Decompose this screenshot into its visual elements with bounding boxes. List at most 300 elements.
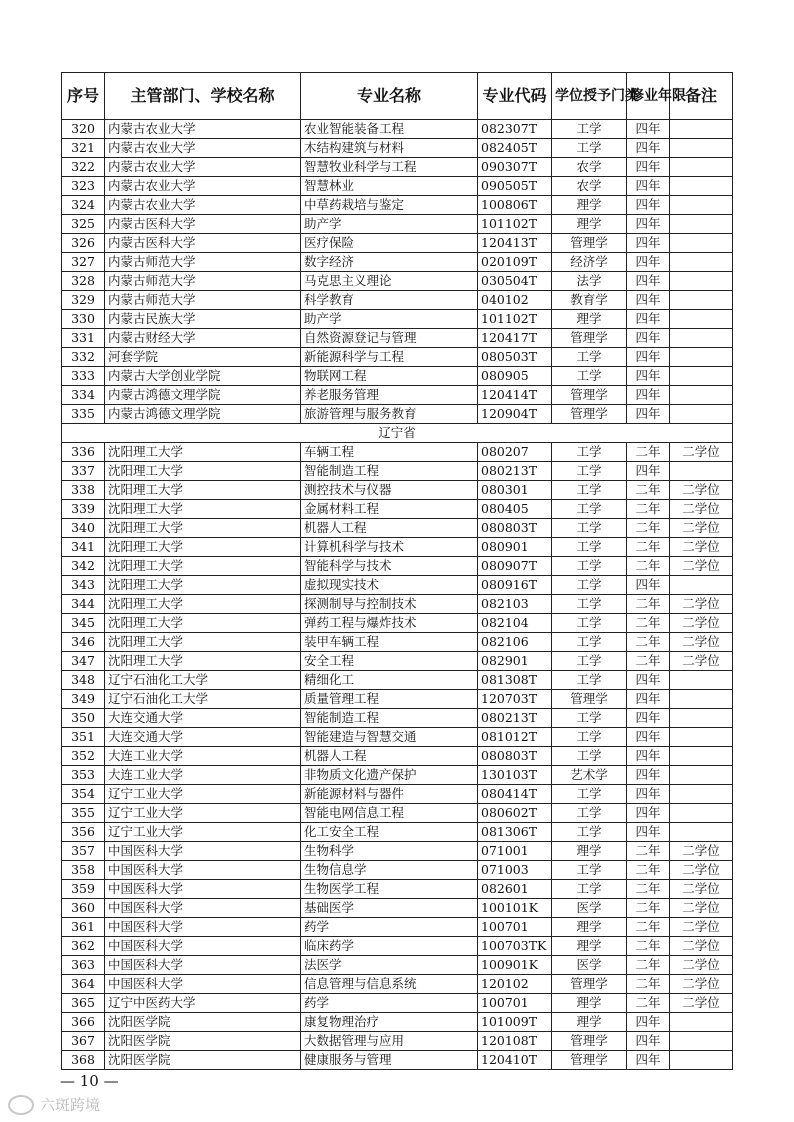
cell-index: 330 xyxy=(62,310,105,329)
cell-degree: 工学 xyxy=(552,538,627,557)
cell-major: 安全工程 xyxy=(301,652,478,671)
cell-degree: 理学 xyxy=(552,937,627,956)
cell-code: 100701 xyxy=(478,918,552,937)
cell-years: 二年 xyxy=(627,443,670,462)
cell-school: 沈阳理工大学 xyxy=(105,652,301,671)
cell-school: 沈阳理工大学 xyxy=(105,443,301,462)
cell-degree: 工学 xyxy=(552,728,627,747)
cell-note: 二学位 xyxy=(670,994,733,1013)
watermark xyxy=(8,1094,100,1115)
cell-degree: 工学 xyxy=(552,462,627,481)
table-row xyxy=(62,120,733,139)
cell-years: 四年 xyxy=(627,272,670,291)
cell-note xyxy=(670,158,733,177)
cell-years: 二年 xyxy=(627,880,670,899)
cell-code: 080503T xyxy=(478,348,552,367)
header-major: 专业名称 xyxy=(301,73,478,120)
table-row xyxy=(62,956,733,975)
cell-degree: 工学 xyxy=(552,595,627,614)
cell-note xyxy=(670,1013,733,1032)
cell-major: 智能制造工程 xyxy=(301,462,478,481)
cell-major: 科学教育 xyxy=(301,291,478,310)
cell-note: 二学位 xyxy=(670,443,733,462)
cell-index: 320 xyxy=(62,120,105,139)
cell-degree: 理学 xyxy=(552,196,627,215)
cell-note xyxy=(670,291,733,310)
table-row xyxy=(62,158,733,177)
cell-code: 080803T xyxy=(478,519,552,538)
cell-major: 金属材料工程 xyxy=(301,500,478,519)
header-school: 主管部门、学校名称 xyxy=(105,73,301,120)
cell-degree: 农学 xyxy=(552,158,627,177)
table-row xyxy=(62,557,733,576)
cell-degree: 工学 xyxy=(552,785,627,804)
cell-index: 357 xyxy=(62,842,105,861)
cell-years: 二年 xyxy=(627,918,670,937)
cell-school: 中国医科大学 xyxy=(105,918,301,937)
cell-code: 020109T xyxy=(478,253,552,272)
cell-index: 364 xyxy=(62,975,105,994)
cell-school: 内蒙古医科大学 xyxy=(105,234,301,253)
cell-school: 内蒙古农业大学 xyxy=(105,158,301,177)
cell-note xyxy=(670,367,733,386)
cell-degree: 工学 xyxy=(552,519,627,538)
cell-years: 四年 xyxy=(627,234,670,253)
cell-note: 二学位 xyxy=(670,633,733,652)
cell-code: 120414T xyxy=(478,386,552,405)
cell-school: 内蒙古财经大学 xyxy=(105,329,301,348)
cell-index: 337 xyxy=(62,462,105,481)
cell-years: 四年 xyxy=(627,766,670,785)
cell-major: 旅游管理与服务教育 xyxy=(301,405,478,424)
cell-note xyxy=(670,671,733,690)
cell-major: 新能源科学与工程 xyxy=(301,348,478,367)
cell-code: 100703TK xyxy=(478,937,552,956)
cell-code: 071001 xyxy=(478,842,552,861)
cell-note: 二学位 xyxy=(670,595,733,614)
cell-major: 非物质文化遗产保护 xyxy=(301,766,478,785)
cell-note: 二学位 xyxy=(670,557,733,576)
table-row xyxy=(62,709,733,728)
cell-index: 356 xyxy=(62,823,105,842)
table-row xyxy=(62,139,733,158)
cell-major: 马克思主义理论 xyxy=(301,272,478,291)
cell-major: 物联网工程 xyxy=(301,367,478,386)
cell-note: 二学位 xyxy=(670,918,733,937)
cell-school: 沈阳医学院 xyxy=(105,1032,301,1051)
cell-code: 090307T xyxy=(478,158,552,177)
cell-major: 测控技术与仪器 xyxy=(301,481,478,500)
cell-degree: 工学 xyxy=(552,557,627,576)
cell-code: 101102T xyxy=(478,310,552,329)
cell-code: 120410T xyxy=(478,1051,552,1070)
cell-note: 二学位 xyxy=(670,652,733,671)
cell-index: 352 xyxy=(62,747,105,766)
table-row xyxy=(62,519,733,538)
cell-years: 四年 xyxy=(627,1051,670,1070)
cell-index: 339 xyxy=(62,500,105,519)
cell-index: 343 xyxy=(62,576,105,595)
cell-index: 362 xyxy=(62,937,105,956)
table-row xyxy=(62,348,733,367)
cell-school: 辽宁工业大学 xyxy=(105,823,301,842)
table-row xyxy=(62,196,733,215)
cell-note: 二学位 xyxy=(670,956,733,975)
cell-school: 中国医科大学 xyxy=(105,975,301,994)
cell-school: 沈阳理工大学 xyxy=(105,500,301,519)
cell-school: 内蒙古师范大学 xyxy=(105,253,301,272)
table-row xyxy=(62,861,733,880)
cell-years: 四年 xyxy=(627,804,670,823)
cell-years: 二年 xyxy=(627,994,670,1013)
cell-major: 助产学 xyxy=(301,310,478,329)
cell-degree: 教育学 xyxy=(552,291,627,310)
table-row xyxy=(62,747,733,766)
cell-school: 内蒙古农业大学 xyxy=(105,177,301,196)
cell-degree: 工学 xyxy=(552,709,627,728)
cell-years: 二年 xyxy=(627,595,670,614)
table-row xyxy=(62,614,733,633)
cell-note: 二学位 xyxy=(670,481,733,500)
cell-index: 359 xyxy=(62,880,105,899)
cell-code: 071003 xyxy=(478,861,552,880)
cell-index: 331 xyxy=(62,329,105,348)
cell-degree: 工学 xyxy=(552,481,627,500)
cell-code: 130103T xyxy=(478,766,552,785)
cell-note xyxy=(670,1032,733,1051)
cell-note xyxy=(670,785,733,804)
cell-code: 080405 xyxy=(478,500,552,519)
table-row xyxy=(62,728,733,747)
cell-index: 358 xyxy=(62,861,105,880)
cell-major: 生物医学工程 xyxy=(301,880,478,899)
cell-years: 四年 xyxy=(627,139,670,158)
table-row xyxy=(62,671,733,690)
cell-degree: 理学 xyxy=(552,918,627,937)
table-row xyxy=(62,481,733,500)
cell-code: 120417T xyxy=(478,329,552,348)
cell-code: 080207 xyxy=(478,443,552,462)
cell-code: 120102 xyxy=(478,975,552,994)
cell-years: 四年 xyxy=(627,405,670,424)
cell-years: 四年 xyxy=(627,671,670,690)
cell-degree: 工学 xyxy=(552,443,627,462)
cell-code: 080916T xyxy=(478,576,552,595)
cell-major: 装甲车辆工程 xyxy=(301,633,478,652)
table-row xyxy=(62,386,733,405)
cell-index: 329 xyxy=(62,291,105,310)
cell-school: 内蒙古师范大学 xyxy=(105,291,301,310)
cell-index: 349 xyxy=(62,690,105,709)
cell-degree: 工学 xyxy=(552,652,627,671)
cell-school: 内蒙古鸿德文理学院 xyxy=(105,405,301,424)
cell-school: 中国医科大学 xyxy=(105,861,301,880)
cell-code: 120703T xyxy=(478,690,552,709)
cell-code: 120413T xyxy=(478,234,552,253)
cell-note xyxy=(670,120,733,139)
table-row xyxy=(62,576,733,595)
cell-years: 四年 xyxy=(627,158,670,177)
cell-school: 沈阳理工大学 xyxy=(105,519,301,538)
cell-major: 智慧牧业科学与工程 xyxy=(301,158,478,177)
cell-years: 四年 xyxy=(627,690,670,709)
cell-years: 二年 xyxy=(627,500,670,519)
cell-years: 四年 xyxy=(627,196,670,215)
cell-code: 081308T xyxy=(478,671,552,690)
cell-index: 328 xyxy=(62,272,105,291)
cell-major: 大数据管理与应用 xyxy=(301,1032,478,1051)
cell-years: 二年 xyxy=(627,937,670,956)
cell-school: 内蒙古师范大学 xyxy=(105,272,301,291)
table-row xyxy=(62,538,733,557)
cell-index: 325 xyxy=(62,215,105,234)
cell-index: 340 xyxy=(62,519,105,538)
cell-index: 344 xyxy=(62,595,105,614)
cell-school: 中国医科大学 xyxy=(105,880,301,899)
cell-code: 080213T xyxy=(478,462,552,481)
table-row xyxy=(62,918,733,937)
cell-years: 四年 xyxy=(627,291,670,310)
cell-index: 363 xyxy=(62,956,105,975)
cell-years: 四年 xyxy=(627,310,670,329)
table-row xyxy=(62,291,733,310)
cell-code: 080602T xyxy=(478,804,552,823)
cell-code: 082104 xyxy=(478,614,552,633)
cell-note xyxy=(670,405,733,424)
table-row xyxy=(62,405,733,424)
cell-years: 四年 xyxy=(627,576,670,595)
province-label: 辽宁省 xyxy=(62,424,733,443)
cell-note: 二学位 xyxy=(670,519,733,538)
cell-major: 生物信息学 xyxy=(301,861,478,880)
cell-school: 河套学院 xyxy=(105,348,301,367)
table-row xyxy=(62,1013,733,1032)
cell-index: 366 xyxy=(62,1013,105,1032)
cell-major: 车辆工程 xyxy=(301,443,478,462)
cell-index: 361 xyxy=(62,918,105,937)
cell-note: 二学位 xyxy=(670,538,733,557)
cell-index: 333 xyxy=(62,367,105,386)
cell-index: 338 xyxy=(62,481,105,500)
header-note: 备注 xyxy=(670,73,733,120)
cell-note xyxy=(670,386,733,405)
cell-major: 计算机科学与技术 xyxy=(301,538,478,557)
cell-major: 药学 xyxy=(301,918,478,937)
cell-major: 弹药工程与爆炸技术 xyxy=(301,614,478,633)
cell-years: 二年 xyxy=(627,652,670,671)
cell-note xyxy=(670,1051,733,1070)
cell-years: 四年 xyxy=(627,215,670,234)
cell-major: 信息管理与信息系统 xyxy=(301,975,478,994)
cell-degree: 管理学 xyxy=(552,234,627,253)
cell-school: 中国医科大学 xyxy=(105,899,301,918)
cell-school: 内蒙古农业大学 xyxy=(105,139,301,158)
cell-school: 中国医科大学 xyxy=(105,937,301,956)
table-row xyxy=(62,804,733,823)
cell-degree: 理学 xyxy=(552,1013,627,1032)
cell-code: 101009T xyxy=(478,1013,552,1032)
cell-major: 农业智能装备工程 xyxy=(301,120,478,139)
cell-note: 二学位 xyxy=(670,500,733,519)
cell-note: 二学位 xyxy=(670,842,733,861)
cell-school: 沈阳理工大学 xyxy=(105,595,301,614)
cell-school: 大连交通大学 xyxy=(105,728,301,747)
cell-code: 080301 xyxy=(478,481,552,500)
cell-note xyxy=(670,823,733,842)
cell-major: 生物科学 xyxy=(301,842,478,861)
cell-school: 辽宁中医药大学 xyxy=(105,994,301,1013)
table-row xyxy=(62,766,733,785)
cell-degree: 理学 xyxy=(552,842,627,861)
cell-degree: 管理学 xyxy=(552,329,627,348)
watermark-text: 六斑跨境 xyxy=(40,1096,101,1114)
cell-note xyxy=(670,766,733,785)
cell-index: 342 xyxy=(62,557,105,576)
cell-major: 智能科学与技术 xyxy=(301,557,478,576)
cell-index: 336 xyxy=(62,443,105,462)
cell-years: 二年 xyxy=(627,481,670,500)
cell-years: 二年 xyxy=(627,861,670,880)
cell-years: 四年 xyxy=(627,1013,670,1032)
table-row xyxy=(62,595,733,614)
cell-note xyxy=(670,272,733,291)
cell-school: 大连工业大学 xyxy=(105,747,301,766)
cell-note xyxy=(670,709,733,728)
cell-index: 324 xyxy=(62,196,105,215)
cell-major: 质量管理工程 xyxy=(301,690,478,709)
cell-years: 四年 xyxy=(627,329,670,348)
cell-index: 353 xyxy=(62,766,105,785)
cell-years: 二年 xyxy=(627,842,670,861)
cell-note: 二学位 xyxy=(670,861,733,880)
cell-major: 健康服务与管理 xyxy=(301,1051,478,1070)
cell-school: 沈阳理工大学 xyxy=(105,462,301,481)
cell-degree: 管理学 xyxy=(552,386,627,405)
cell-years: 四年 xyxy=(627,709,670,728)
cell-index: 365 xyxy=(62,994,105,1013)
cell-years: 二年 xyxy=(627,633,670,652)
cell-index: 326 xyxy=(62,234,105,253)
table-row xyxy=(62,652,733,671)
cell-major: 探测制导与控制技术 xyxy=(301,595,478,614)
table-row xyxy=(62,443,733,462)
cell-school: 辽宁石油化工大学 xyxy=(105,690,301,709)
cell-degree: 管理学 xyxy=(552,690,627,709)
cell-school: 内蒙古医科大学 xyxy=(105,215,301,234)
cell-note xyxy=(670,310,733,329)
cell-index: 345 xyxy=(62,614,105,633)
cell-major: 医疗保险 xyxy=(301,234,478,253)
cell-major: 智能制造工程 xyxy=(301,709,478,728)
cell-degree: 工学 xyxy=(552,747,627,766)
table-row xyxy=(62,937,733,956)
cell-code: 100101K xyxy=(478,899,552,918)
cell-degree: 工学 xyxy=(552,576,627,595)
cell-years: 二年 xyxy=(627,538,670,557)
table-row xyxy=(62,253,733,272)
cell-code: 081012T xyxy=(478,728,552,747)
cell-note xyxy=(670,348,733,367)
cell-note: 二学位 xyxy=(670,975,733,994)
cell-degree: 理学 xyxy=(552,994,627,1013)
cell-years: 四年 xyxy=(627,823,670,842)
cell-major: 法医学 xyxy=(301,956,478,975)
cell-degree: 理学 xyxy=(552,215,627,234)
table-row xyxy=(62,177,733,196)
cell-note: 二学位 xyxy=(670,614,733,633)
cell-years: 四年 xyxy=(627,120,670,139)
cell-note: 二学位 xyxy=(670,937,733,956)
cell-code: 082106 xyxy=(478,633,552,652)
cell-degree: 工学 xyxy=(552,633,627,652)
table-row xyxy=(62,994,733,1013)
cell-school: 内蒙古农业大学 xyxy=(105,120,301,139)
cell-code: 080901 xyxy=(478,538,552,557)
table-row xyxy=(62,310,733,329)
cell-note xyxy=(670,234,733,253)
table-row xyxy=(62,785,733,804)
cell-major: 基础医学 xyxy=(301,899,478,918)
cell-years: 四年 xyxy=(627,367,670,386)
cell-major: 智能建造与智慧交通 xyxy=(301,728,478,747)
cell-degree: 工学 xyxy=(552,823,627,842)
cell-code: 120108T xyxy=(478,1032,552,1051)
cell-note xyxy=(670,804,733,823)
cell-school: 沈阳理工大学 xyxy=(105,557,301,576)
cell-note xyxy=(670,215,733,234)
table-row xyxy=(62,500,733,519)
cell-degree: 管理学 xyxy=(552,1051,627,1070)
cell-note xyxy=(670,196,733,215)
cell-school: 沈阳理工大学 xyxy=(105,481,301,500)
cell-years: 四年 xyxy=(627,785,670,804)
cell-index: 355 xyxy=(62,804,105,823)
cell-years: 四年 xyxy=(627,747,670,766)
cell-major: 自然资源登记与管理 xyxy=(301,329,478,348)
cell-degree: 工学 xyxy=(552,367,627,386)
cell-index: 348 xyxy=(62,671,105,690)
cell-note xyxy=(670,462,733,481)
cell-school: 中国医科大学 xyxy=(105,842,301,861)
table-row xyxy=(62,215,733,234)
cell-school: 沈阳理工大学 xyxy=(105,614,301,633)
cell-years: 二年 xyxy=(627,956,670,975)
cell-degree: 经济学 xyxy=(552,253,627,272)
cell-major: 智能电网信息工程 xyxy=(301,804,478,823)
cell-index: 332 xyxy=(62,348,105,367)
cell-major: 机器人工程 xyxy=(301,519,478,538)
cell-degree: 医学 xyxy=(552,899,627,918)
table-row xyxy=(62,329,733,348)
cell-code: 082601 xyxy=(478,880,552,899)
cell-index: 335 xyxy=(62,405,105,424)
page-number: — 10 — xyxy=(60,1072,119,1090)
cell-note xyxy=(670,690,733,709)
table-row xyxy=(62,842,733,861)
cell-code: 080905 xyxy=(478,367,552,386)
cell-index: 367 xyxy=(62,1032,105,1051)
cell-code: 120904T xyxy=(478,405,552,424)
cell-major: 临床药学 xyxy=(301,937,478,956)
cell-school: 沈阳理工大学 xyxy=(105,633,301,652)
header-years: 修业年限 xyxy=(627,73,670,120)
cell-major: 康复物理治疗 xyxy=(301,1013,478,1032)
cell-school: 沈阳理工大学 xyxy=(105,576,301,595)
cell-school: 大连交通大学 xyxy=(105,709,301,728)
cell-degree: 工学 xyxy=(552,500,627,519)
cell-code: 100806T xyxy=(478,196,552,215)
cell-degree: 工学 xyxy=(552,120,627,139)
